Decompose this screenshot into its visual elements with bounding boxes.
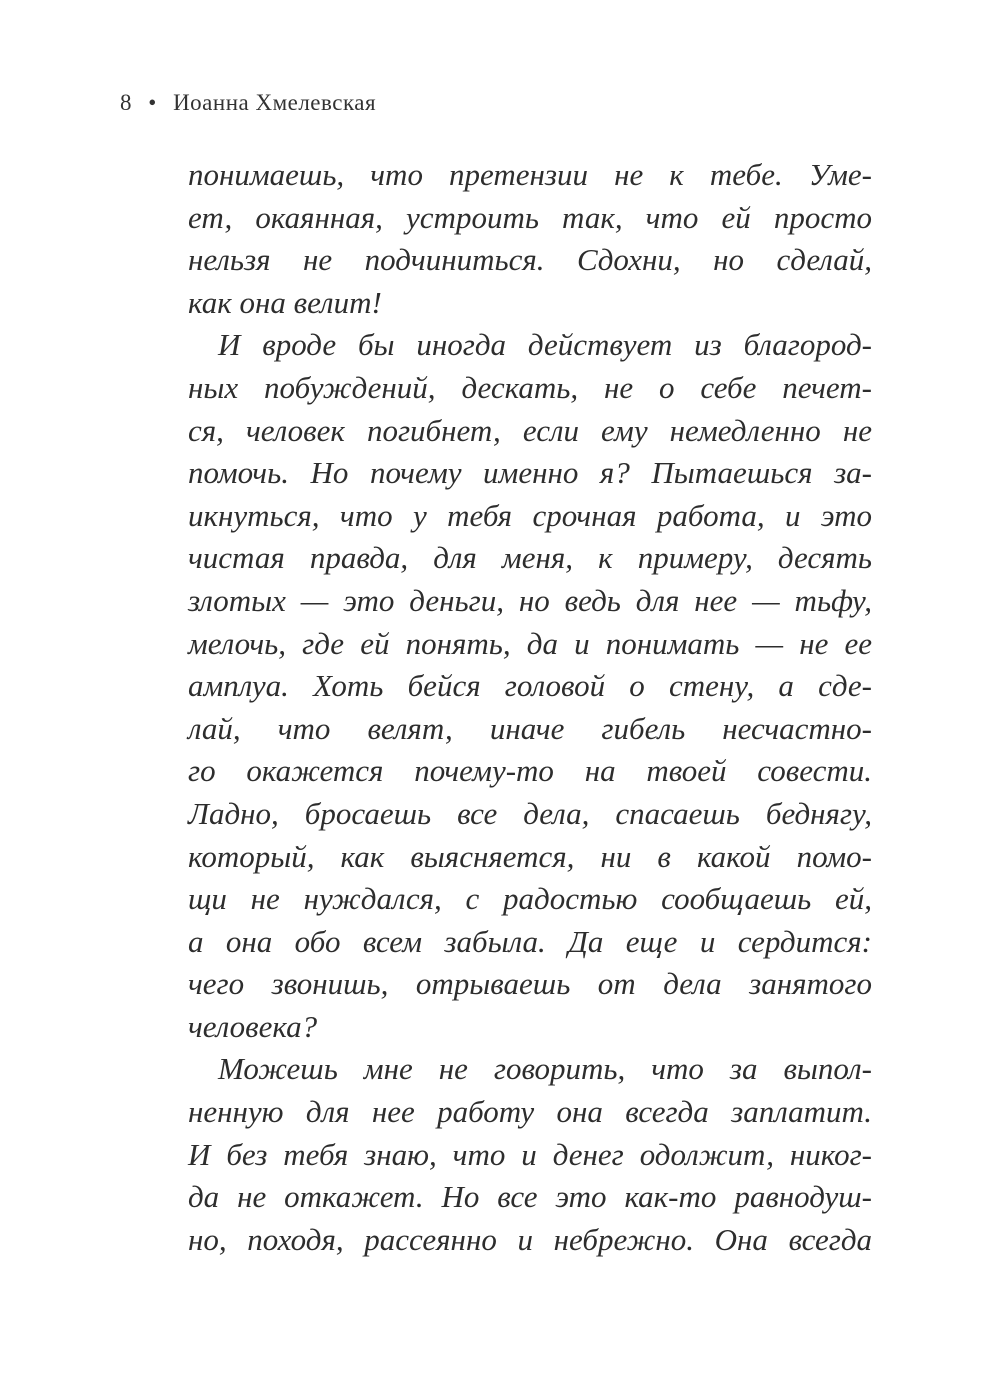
header-author: Иоанна Хмелевская — [173, 90, 377, 115]
running-header — [120, 90, 386, 116]
text-line: амплуа. Хоть бейся головой о стену, а сде- — [188, 668, 872, 704]
body-text — [188, 154, 872, 1261]
text-line: а она обо всем забыла. Да еще и сердится: — [188, 923, 872, 959]
text-line: чистая правда, для меня, к примеру, десять — [188, 540, 872, 576]
header-separator: • — [148, 90, 157, 115]
text-line: ся, человек погибнет, если ему немедленно не — [188, 412, 872, 448]
text-line: го окажется почему-то на твоей совести. — [188, 753, 872, 789]
text-line: который, как выясняется, ни в какой помо- — [188, 838, 872, 874]
text-line: икнуться, что у тебя срочная работа, и это — [188, 497, 872, 533]
text-line: лай, что велят, иначе гибель несчастно- — [188, 710, 872, 746]
text-line: нельзя не подчиниться. Сдохни, но сделай, — [188, 242, 872, 278]
text-line: И вроде бы иногда действует из благород- — [218, 327, 872, 363]
text-line: понимаешь, что претензии не к тебе. Уме- — [188, 157, 872, 192]
text-line: Можешь мне не говорить, что за выпол- — [218, 1051, 872, 1087]
text-line: чего звонишь, отрываешь от дела занятого — [188, 966, 872, 1002]
page-number: 8 — [120, 90, 132, 115]
text-line: но, походя, рассеянно и небрежно. Она всегда — [188, 1221, 872, 1257]
text-line: ет, окаянная, устроить так, что ей просто — [188, 199, 872, 235]
text-line: как она велит! — [188, 284, 382, 320]
text-line: щи не нуждался, с радостью сообщаешь ей, — [188, 881, 872, 917]
text-line: человека? — [188, 1008, 318, 1044]
text-line: Ладно, бросаешь все дела, спасаешь беднягу, — [188, 795, 872, 831]
text-line: злотых — это деньги, но ведь для нее — тьфу, — [188, 582, 872, 618]
text-line: И без тебя знаю, что и денег одолжит, никог- — [188, 1136, 872, 1172]
text-line: мелочь, где ей понять, да и понимать — не ее — [188, 625, 872, 661]
text-line: помочь. Но почему именно я? Пытаешься за- — [188, 455, 872, 491]
text-line: ных побуждений, дескать, не о себе печет- — [188, 369, 872, 405]
text-line: да не откажет. Но все это как-то равнодуш- — [188, 1179, 872, 1215]
text-line: ненную для нее работу она всегда заплатит. — [188, 1094, 872, 1130]
